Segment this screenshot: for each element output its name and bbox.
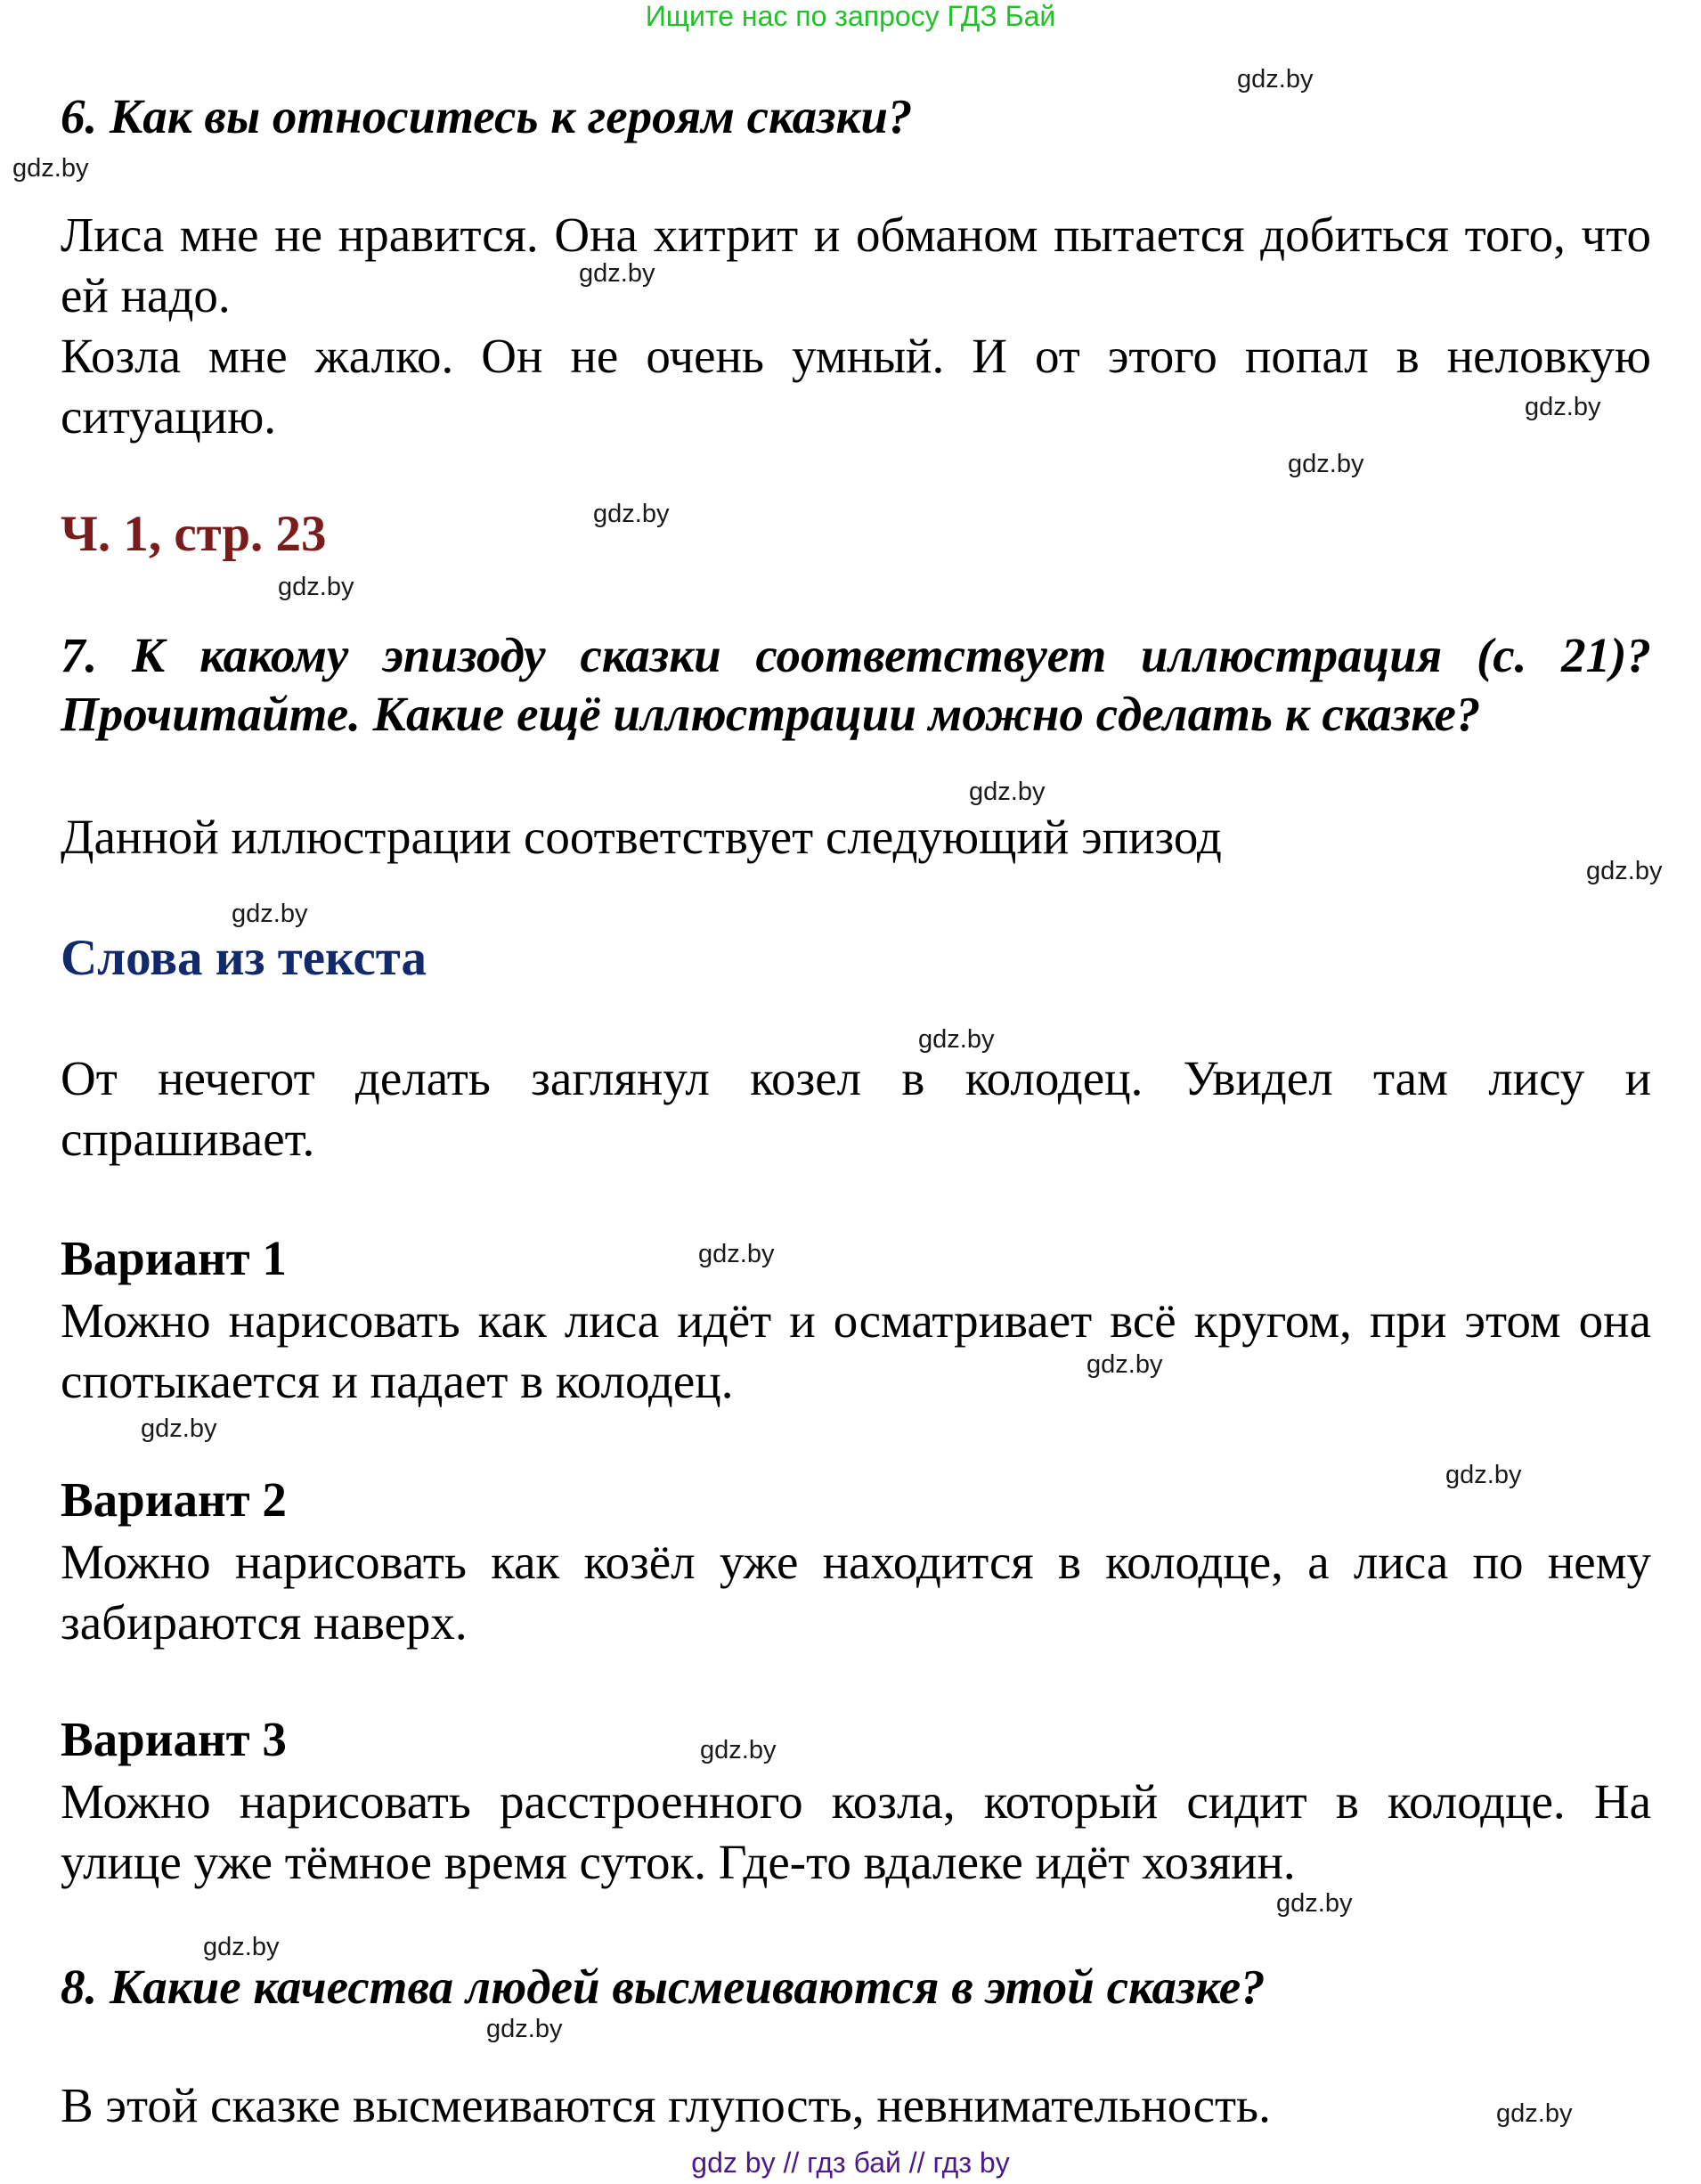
watermark: gdz.by — [969, 778, 1046, 806]
watermark: gdz.by — [1237, 65, 1314, 94]
question-8-title: 8. Какие качества людей высмеиваются в этой сказке? — [61, 1960, 1266, 2014]
question-6-answer — [61, 205, 1651, 447]
words-from-text-quote: От нечегот делать заглянул козел в колодец. Увидел там лису и спрашивает. — [61, 1051, 1651, 1166]
watermark: gdz.by — [1087, 1350, 1163, 1379]
question-8-answer: В этой сказке высмеиваются глупость, невнимательность. — [61, 2078, 1271, 2132]
watermark: gdz.by — [1586, 857, 1663, 885]
variant-2-label: Вариант 2 — [61, 1472, 287, 1527]
watermark: gdz.by — [1445, 1461, 1522, 1489]
variant-3-label: Вариант 3 — [61, 1712, 287, 1766]
watermark: gdz.by — [1276, 1889, 1353, 1918]
watermark: gdz.by — [203, 1933, 280, 1961]
watermark: gdz.by — [579, 259, 655, 288]
watermark: gdz.by — [232, 900, 308, 928]
variant-1-text: Можно нарисовать как лиса идёт и осматривает всё кругом, при этом она спотыкается и падает в колодец. — [61, 1293, 1651, 1408]
watermark: gdz.by — [12, 154, 89, 183]
answer-paragraph-goat: Козла мне жалко. Он не очень умный. И от этого попал в неловкую ситуацию. — [61, 329, 1651, 444]
watermark: gdz.by — [141, 1414, 217, 1443]
section-page-heading: Ч. 1, стр. 23 — [61, 506, 327, 562]
watermark: gdz.by — [593, 500, 670, 528]
question-7-title: 7. К какому эпизоду сказки соответствует иллюстрация (с. 21)? Прочитайте. Какие ещё иллюстрации можно сделать к сказке? — [61, 628, 1651, 741]
watermark: gdz.by — [1288, 450, 1364, 478]
variant-3-text: Можно нарисовать расстроенного козла, который сидит в колодце. На улице уже тёмное время суток. Где-то вдалеке идёт хозяин. — [61, 1774, 1651, 1889]
question-6-title: 6. Как вы относитесь к героям сказки? — [61, 89, 913, 143]
watermark: gdz.by — [698, 1240, 775, 1268]
question-7-answer-intro: Данной иллюстрации соответствует следующий эпизод — [61, 810, 1222, 864]
top-banner: Ищите нас по запросу ГДЗ Бай — [645, 0, 1056, 32]
words-from-text-heading: Слова из текста — [61, 930, 427, 986]
watermark: gdz.by — [486, 2015, 563, 2043]
watermark: gdz.by — [1496, 2099, 1573, 2128]
answer-paragraph-fox: Лиса мне не нравится. Она хитрит и обманом пытается добиться того, что ей надо. — [61, 208, 1651, 322]
watermark: gdz.by — [700, 1736, 777, 1764]
watermark: gdz.by — [918, 1025, 995, 1054]
footer-watermark-links: gdz by // гдз бай // гдз by — [691, 2147, 1010, 2179]
watermark: gdz.by — [1525, 393, 1601, 421]
watermark: gdz.by — [278, 573, 354, 601]
variant-1-label: Вариант 1 — [61, 1231, 287, 1285]
variant-2-text: Можно нарисовать как козёл уже находится в колодце, а лиса по нему забираются наверх. — [61, 1535, 1651, 1650]
